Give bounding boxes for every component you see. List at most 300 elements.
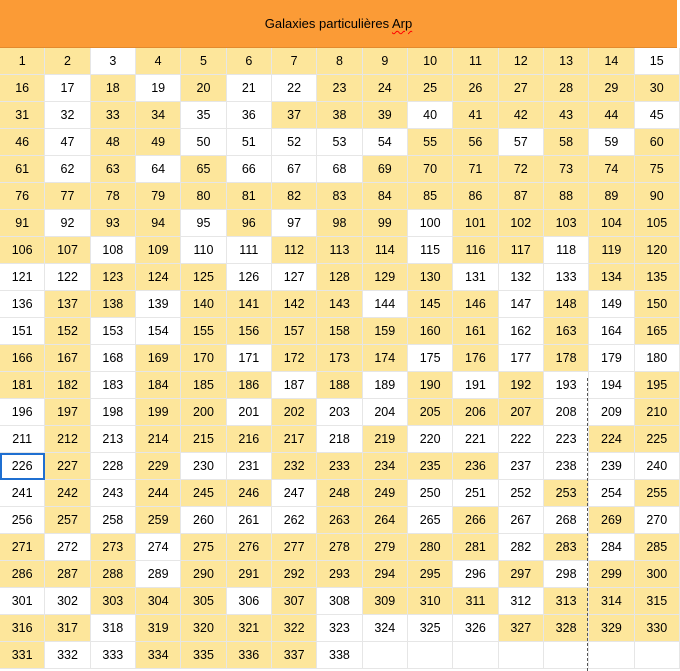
grid-cell[interactable]: 114 [363, 237, 408, 264]
grid-cell[interactable]: 270 [635, 507, 680, 534]
grid-cell[interactable]: 272 [45, 534, 90, 561]
grid-cell[interactable]: 11 [453, 48, 498, 75]
grid-cell[interactable]: 318 [91, 615, 136, 642]
grid-cell[interactable]: 182 [45, 372, 90, 399]
grid-cell[interactable]: 219 [363, 426, 408, 453]
grid-cell[interactable]: 250 [408, 480, 453, 507]
grid-cell[interactable]: 235 [408, 453, 453, 480]
grid-cell[interactable]: 92 [45, 210, 90, 237]
grid-cell[interactable]: 296 [453, 561, 498, 588]
grid-cell[interactable]: 95 [181, 210, 226, 237]
grid-cell[interactable]: 136 [0, 291, 45, 318]
grid-cell[interactable]: 99 [363, 210, 408, 237]
grid-cell[interactable]: 263 [317, 507, 362, 534]
grid-cell[interactable]: 271 [0, 534, 45, 561]
empty-cell[interactable] [408, 642, 453, 669]
grid-cell[interactable]: 312 [499, 588, 544, 615]
grid-cell[interactable]: 297 [499, 561, 544, 588]
grid-cell[interactable]: 39 [363, 102, 408, 129]
grid-cell[interactable]: 144 [363, 291, 408, 318]
grid-cell[interactable]: 186 [227, 372, 272, 399]
grid-cell[interactable]: 115 [408, 237, 453, 264]
grid-cell[interactable]: 91 [0, 210, 45, 237]
grid-cell[interactable]: 59 [589, 129, 634, 156]
grid-cell[interactable]: 90 [635, 183, 680, 210]
grid-cell[interactable]: 167 [45, 345, 90, 372]
grid-cell[interactable]: 56 [453, 129, 498, 156]
grid-cell[interactable]: 134 [589, 264, 634, 291]
grid-cell[interactable]: 2 [45, 48, 90, 75]
grid-cell[interactable]: 58 [544, 129, 589, 156]
grid-cell[interactable]: 278 [317, 534, 362, 561]
grid-cell[interactable]: 80 [181, 183, 226, 210]
grid-cell[interactable]: 243 [91, 480, 136, 507]
grid-cell[interactable]: 131 [453, 264, 498, 291]
grid-cell[interactable]: 88 [544, 183, 589, 210]
grid-cell[interactable]: 227 [45, 453, 90, 480]
grid-cell[interactable]: 25 [408, 75, 453, 102]
empty-cell[interactable] [544, 642, 589, 669]
grid-cell[interactable]: 170 [181, 345, 226, 372]
grid-cell[interactable]: 190 [408, 372, 453, 399]
grid-cell[interactable]: 207 [499, 399, 544, 426]
grid-cell[interactable]: 187 [272, 372, 317, 399]
grid-cell[interactable]: 249 [363, 480, 408, 507]
grid-cell[interactable]: 50 [181, 129, 226, 156]
grid-cell[interactable]: 203 [317, 399, 362, 426]
grid-cell[interactable]: 146 [453, 291, 498, 318]
grid-cell[interactable]: 148 [544, 291, 589, 318]
grid-cell[interactable]: 180 [635, 345, 680, 372]
grid-cell[interactable]: 226 [0, 453, 45, 480]
grid-cell[interactable]: 328 [544, 615, 589, 642]
grid-cell[interactable]: 36 [227, 102, 272, 129]
grid-cell[interactable]: 266 [453, 507, 498, 534]
grid-cell[interactable]: 221 [453, 426, 498, 453]
grid-cell[interactable]: 147 [499, 291, 544, 318]
grid-cell[interactable]: 96 [227, 210, 272, 237]
grid-cell[interactable]: 154 [136, 318, 181, 345]
grid-cell[interactable]: 57 [499, 129, 544, 156]
grid-cell[interactable]: 51 [227, 129, 272, 156]
grid-cell[interactable]: 100 [408, 210, 453, 237]
grid-cell[interactable]: 140 [181, 291, 226, 318]
grid-cell[interactable]: 93 [91, 210, 136, 237]
grid-cell[interactable]: 119 [589, 237, 634, 264]
grid-cell[interactable]: 44 [589, 102, 634, 129]
grid-cell[interactable]: 286 [0, 561, 45, 588]
grid-cell[interactable]: 125 [181, 264, 226, 291]
grid-cell[interactable]: 314 [589, 588, 634, 615]
grid-cell[interactable]: 261 [227, 507, 272, 534]
grid-cell[interactable]: 322 [272, 615, 317, 642]
empty-cell[interactable] [589, 642, 634, 669]
grid-cell[interactable]: 228 [91, 453, 136, 480]
grid-cell[interactable]: 86 [453, 183, 498, 210]
grid-cell[interactable]: 53 [317, 129, 362, 156]
grid-cell[interactable]: 191 [453, 372, 498, 399]
grid-cell[interactable]: 78 [91, 183, 136, 210]
grid-cell[interactable]: 211 [0, 426, 45, 453]
grid-cell[interactable]: 17 [45, 75, 90, 102]
grid-cell[interactable]: 225 [635, 426, 680, 453]
grid-cell[interactable]: 108 [91, 237, 136, 264]
grid-cell[interactable]: 259 [136, 507, 181, 534]
grid-cell[interactable]: 246 [227, 480, 272, 507]
grid-cell[interactable]: 283 [544, 534, 589, 561]
grid-cell[interactable]: 295 [408, 561, 453, 588]
grid-cell[interactable]: 47 [45, 129, 90, 156]
grid-cell[interactable]: 123 [91, 264, 136, 291]
grid-cell[interactable]: 76 [0, 183, 45, 210]
grid-cell[interactable]: 321 [227, 615, 272, 642]
grid-cell[interactable]: 130 [408, 264, 453, 291]
grid-cell[interactable]: 177 [499, 345, 544, 372]
grid-cell[interactable]: 158 [317, 318, 362, 345]
grid-cell[interactable]: 316 [0, 615, 45, 642]
grid-cell[interactable]: 338 [317, 642, 362, 669]
empty-cell[interactable] [499, 642, 544, 669]
grid-cell[interactable]: 181 [0, 372, 45, 399]
grid-cell[interactable]: 310 [408, 588, 453, 615]
grid-cell[interactable]: 111 [227, 237, 272, 264]
grid-cell[interactable]: 162 [499, 318, 544, 345]
grid-cell[interactable]: 334 [136, 642, 181, 669]
grid-cell[interactable]: 64 [136, 156, 181, 183]
grid-cell[interactable]: 196 [0, 399, 45, 426]
grid-cell[interactable]: 213 [91, 426, 136, 453]
grid-cell[interactable]: 161 [453, 318, 498, 345]
grid-cell[interactable]: 234 [363, 453, 408, 480]
grid-cell[interactable]: 212 [45, 426, 90, 453]
grid-cell[interactable]: 332 [45, 642, 90, 669]
grid-cell[interactable]: 256 [0, 507, 45, 534]
grid-cell[interactable]: 209 [589, 399, 634, 426]
grid-cell[interactable]: 74 [589, 156, 634, 183]
grid-cell[interactable]: 257 [45, 507, 90, 534]
grid-cell[interactable]: 242 [45, 480, 90, 507]
grid-cell[interactable]: 52 [272, 129, 317, 156]
grid-cell[interactable]: 141 [227, 291, 272, 318]
grid-cell[interactable]: 1 [0, 48, 45, 75]
grid-cell[interactable]: 267 [499, 507, 544, 534]
grid-cell[interactable]: 335 [181, 642, 226, 669]
grid-cell[interactable]: 173 [317, 345, 362, 372]
grid-cell[interactable]: 54 [363, 129, 408, 156]
grid-cell[interactable]: 102 [499, 210, 544, 237]
grid-cell[interactable]: 33 [91, 102, 136, 129]
grid-cell[interactable]: 38 [317, 102, 362, 129]
grid-cell[interactable]: 128 [317, 264, 362, 291]
grid-cell[interactable]: 105 [635, 210, 680, 237]
grid-cell[interactable]: 160 [408, 318, 453, 345]
grid-cell[interactable]: 150 [635, 291, 680, 318]
grid-cell[interactable]: 202 [272, 399, 317, 426]
grid-cell[interactable]: 26 [453, 75, 498, 102]
grid-cell[interactable]: 175 [408, 345, 453, 372]
grid-cell[interactable]: 63 [91, 156, 136, 183]
grid-cell[interactable]: 330 [635, 615, 680, 642]
grid-cell[interactable]: 319 [136, 615, 181, 642]
grid-cell[interactable]: 45 [635, 102, 680, 129]
grid-cell[interactable]: 325 [408, 615, 453, 642]
grid-cell[interactable]: 327 [499, 615, 544, 642]
grid-cell[interactable]: 269 [589, 507, 634, 534]
grid-cell[interactable]: 251 [453, 480, 498, 507]
grid-cell[interactable]: 16 [0, 75, 45, 102]
grid-cell[interactable]: 124 [136, 264, 181, 291]
grid-cell[interactable]: 280 [408, 534, 453, 561]
grid-cell[interactable]: 151 [0, 318, 45, 345]
grid-cell[interactable]: 104 [589, 210, 634, 237]
grid-cell[interactable]: 275 [181, 534, 226, 561]
grid-cell[interactable]: 165 [635, 318, 680, 345]
grid-cell[interactable]: 230 [181, 453, 226, 480]
grid-cell[interactable]: 179 [589, 345, 634, 372]
grid-cell[interactable]: 70 [408, 156, 453, 183]
grid-cell[interactable]: 3 [91, 48, 136, 75]
grid-cell[interactable]: 268 [544, 507, 589, 534]
grid-cell[interactable]: 284 [589, 534, 634, 561]
grid-cell[interactable]: 129 [363, 264, 408, 291]
grid-cell[interactable]: 89 [589, 183, 634, 210]
grid-cell[interactable]: 133 [544, 264, 589, 291]
grid-cell[interactable]: 34 [136, 102, 181, 129]
grid-cell[interactable]: 106 [0, 237, 45, 264]
grid-cell[interactable]: 6 [227, 48, 272, 75]
grid-cell[interactable]: 75 [635, 156, 680, 183]
grid-cell[interactable]: 35 [181, 102, 226, 129]
grid-cell[interactable]: 23 [317, 75, 362, 102]
grid-cell[interactable]: 184 [136, 372, 181, 399]
grid-cell[interactable]: 24 [363, 75, 408, 102]
grid-cell[interactable]: 126 [227, 264, 272, 291]
grid-cell[interactable]: 40 [408, 102, 453, 129]
grid-cell[interactable]: 279 [363, 534, 408, 561]
grid-cell[interactable]: 222 [499, 426, 544, 453]
grid-cell[interactable]: 155 [181, 318, 226, 345]
grid-cell[interactable]: 10 [408, 48, 453, 75]
grid-cell[interactable]: 48 [91, 129, 136, 156]
grid-cell[interactable]: 68 [317, 156, 362, 183]
grid-cell[interactable]: 183 [91, 372, 136, 399]
grid-cell[interactable]: 218 [317, 426, 362, 453]
grid-cell[interactable]: 43 [544, 102, 589, 129]
grid-cell[interactable]: 178 [544, 345, 589, 372]
grid-cell[interactable]: 240 [635, 453, 680, 480]
grid-cell[interactable]: 290 [181, 561, 226, 588]
empty-cell[interactable] [635, 642, 680, 669]
grid-cell[interactable]: 84 [363, 183, 408, 210]
grid-cell[interactable]: 5 [181, 48, 226, 75]
grid-cell[interactable]: 81 [227, 183, 272, 210]
grid-cell[interactable]: 276 [227, 534, 272, 561]
grid-cell[interactable]: 153 [91, 318, 136, 345]
grid-cell[interactable]: 323 [317, 615, 362, 642]
grid-cell[interactable]: 264 [363, 507, 408, 534]
grid-cell[interactable]: 217 [272, 426, 317, 453]
grid-cell[interactable]: 317 [45, 615, 90, 642]
grid-cell[interactable]: 28 [544, 75, 589, 102]
grid-cell[interactable]: 216 [227, 426, 272, 453]
grid-cell[interactable]: 46 [0, 129, 45, 156]
grid-cell[interactable]: 252 [499, 480, 544, 507]
grid-cell[interactable]: 120 [635, 237, 680, 264]
grid-cell[interactable]: 29 [589, 75, 634, 102]
grid-cell[interactable]: 8 [317, 48, 362, 75]
grid-cell[interactable]: 112 [272, 237, 317, 264]
grid-cell[interactable]: 300 [635, 561, 680, 588]
grid-cell[interactable]: 83 [317, 183, 362, 210]
grid-cell[interactable]: 185 [181, 372, 226, 399]
grid-cell[interactable]: 94 [136, 210, 181, 237]
grid-cell[interactable]: 67 [272, 156, 317, 183]
grid-cell[interactable]: 245 [181, 480, 226, 507]
grid-cell[interactable]: 265 [408, 507, 453, 534]
grid-cell[interactable]: 206 [453, 399, 498, 426]
grid-cell[interactable]: 291 [227, 561, 272, 588]
grid-cell[interactable]: 303 [91, 588, 136, 615]
grid-cell[interactable]: 172 [272, 345, 317, 372]
grid-cell[interactable]: 201 [227, 399, 272, 426]
grid-cell[interactable]: 313 [544, 588, 589, 615]
grid-cell[interactable]: 79 [136, 183, 181, 210]
grid-cell[interactable]: 193 [544, 372, 589, 399]
grid-cell[interactable]: 37 [272, 102, 317, 129]
grid-cell[interactable]: 87 [499, 183, 544, 210]
grid-cell[interactable]: 229 [136, 453, 181, 480]
grid-cell[interactable]: 200 [181, 399, 226, 426]
grid-cell[interactable]: 195 [635, 372, 680, 399]
grid-cell[interactable]: 294 [363, 561, 408, 588]
grid-cell[interactable]: 238 [544, 453, 589, 480]
grid-cell[interactable]: 192 [499, 372, 544, 399]
grid-cell[interactable]: 73 [544, 156, 589, 183]
grid-cell[interactable]: 156 [227, 318, 272, 345]
grid-cell[interactable]: 199 [136, 399, 181, 426]
grid-cell[interactable]: 97 [272, 210, 317, 237]
grid-cell[interactable]: 118 [544, 237, 589, 264]
grid-cell[interactable]: 15 [635, 48, 680, 75]
grid-cell[interactable]: 110 [181, 237, 226, 264]
grid-cell[interactable]: 13 [544, 48, 589, 75]
grid-cell[interactable]: 305 [181, 588, 226, 615]
grid-cell[interactable]: 258 [91, 507, 136, 534]
grid-cell[interactable]: 255 [635, 480, 680, 507]
grid-cell[interactable]: 137 [45, 291, 90, 318]
grid-cell[interactable]: 337 [272, 642, 317, 669]
grid-cell[interactable]: 145 [408, 291, 453, 318]
grid-cell[interactable]: 113 [317, 237, 362, 264]
grid-cell[interactable]: 135 [635, 264, 680, 291]
grid-cell[interactable]: 65 [181, 156, 226, 183]
grid-cell[interactable]: 169 [136, 345, 181, 372]
grid-cell[interactable]: 32 [45, 102, 90, 129]
grid-cell[interactable]: 139 [136, 291, 181, 318]
grid-cell[interactable]: 210 [635, 399, 680, 426]
grid-cell[interactable]: 82 [272, 183, 317, 210]
grid-cell[interactable]: 116 [453, 237, 498, 264]
grid-cell[interactable]: 157 [272, 318, 317, 345]
grid-cell[interactable]: 103 [544, 210, 589, 237]
grid-cell[interactable]: 159 [363, 318, 408, 345]
grid-cell[interactable]: 311 [453, 588, 498, 615]
grid-cell[interactable]: 208 [544, 399, 589, 426]
grid-cell[interactable]: 214 [136, 426, 181, 453]
grid-cell[interactable]: 232 [272, 453, 317, 480]
grid-cell[interactable]: 49 [136, 129, 181, 156]
grid-cell[interactable]: 274 [136, 534, 181, 561]
grid-cell[interactable]: 224 [589, 426, 634, 453]
grid-cell[interactable]: 306 [227, 588, 272, 615]
title-cell[interactable] [0, 0, 677, 48]
grid-cell[interactable]: 176 [453, 345, 498, 372]
grid-cell[interactable]: 247 [272, 480, 317, 507]
grid-cell[interactable]: 239 [589, 453, 634, 480]
grid-cell[interactable]: 27 [499, 75, 544, 102]
grid-cell[interactable]: 138 [91, 291, 136, 318]
grid-cell[interactable]: 117 [499, 237, 544, 264]
grid-cell[interactable]: 326 [453, 615, 498, 642]
grid-cell[interactable]: 18 [91, 75, 136, 102]
grid-cell[interactable]: 62 [45, 156, 90, 183]
grid-cell[interactable]: 174 [363, 345, 408, 372]
grid-cell[interactable]: 132 [499, 264, 544, 291]
grid-cell[interactable]: 20 [181, 75, 226, 102]
grid-cell[interactable]: 21 [227, 75, 272, 102]
grid-cell[interactable]: 121 [0, 264, 45, 291]
grid-cell[interactable]: 320 [181, 615, 226, 642]
grid-cell[interactable]: 282 [499, 534, 544, 561]
grid-cell[interactable]: 231 [227, 453, 272, 480]
grid-cell[interactable]: 163 [544, 318, 589, 345]
grid-cell[interactable]: 204 [363, 399, 408, 426]
grid-cell[interactable]: 171 [227, 345, 272, 372]
grid-cell[interactable]: 220 [408, 426, 453, 453]
grid-cell[interactable]: 281 [453, 534, 498, 561]
grid-cell[interactable]: 285 [635, 534, 680, 561]
grid-cell[interactable]: 333 [91, 642, 136, 669]
grid-cell[interactable]: 254 [589, 480, 634, 507]
grid-cell[interactable]: 205 [408, 399, 453, 426]
grid-cell[interactable]: 189 [363, 372, 408, 399]
grid-cell[interactable]: 233 [317, 453, 362, 480]
grid-cell[interactable]: 287 [45, 561, 90, 588]
grid-cell[interactable]: 302 [45, 588, 90, 615]
grid-cell[interactable]: 9 [363, 48, 408, 75]
grid-cell[interactable]: 273 [91, 534, 136, 561]
grid-cell[interactable]: 14 [589, 48, 634, 75]
grid-cell[interactable]: 168 [91, 345, 136, 372]
grid-cell[interactable]: 61 [0, 156, 45, 183]
grid-cell[interactable]: 293 [317, 561, 362, 588]
grid-cell[interactable]: 4 [136, 48, 181, 75]
grid-cell[interactable]: 292 [272, 561, 317, 588]
grid-cell[interactable]: 60 [635, 129, 680, 156]
grid-cell[interactable]: 315 [635, 588, 680, 615]
grid-cell[interactable]: 194 [589, 372, 634, 399]
grid-cell[interactable]: 253 [544, 480, 589, 507]
grid-cell[interactable]: 142 [272, 291, 317, 318]
grid-cell[interactable]: 329 [589, 615, 634, 642]
empty-cell[interactable] [363, 642, 408, 669]
grid-cell[interactable]: 12 [499, 48, 544, 75]
grid-cell[interactable]: 308 [317, 588, 362, 615]
grid-cell[interactable]: 262 [272, 507, 317, 534]
grid-cell[interactable]: 298 [544, 561, 589, 588]
grid-cell[interactable]: 188 [317, 372, 362, 399]
grid-cell[interactable]: 109 [136, 237, 181, 264]
